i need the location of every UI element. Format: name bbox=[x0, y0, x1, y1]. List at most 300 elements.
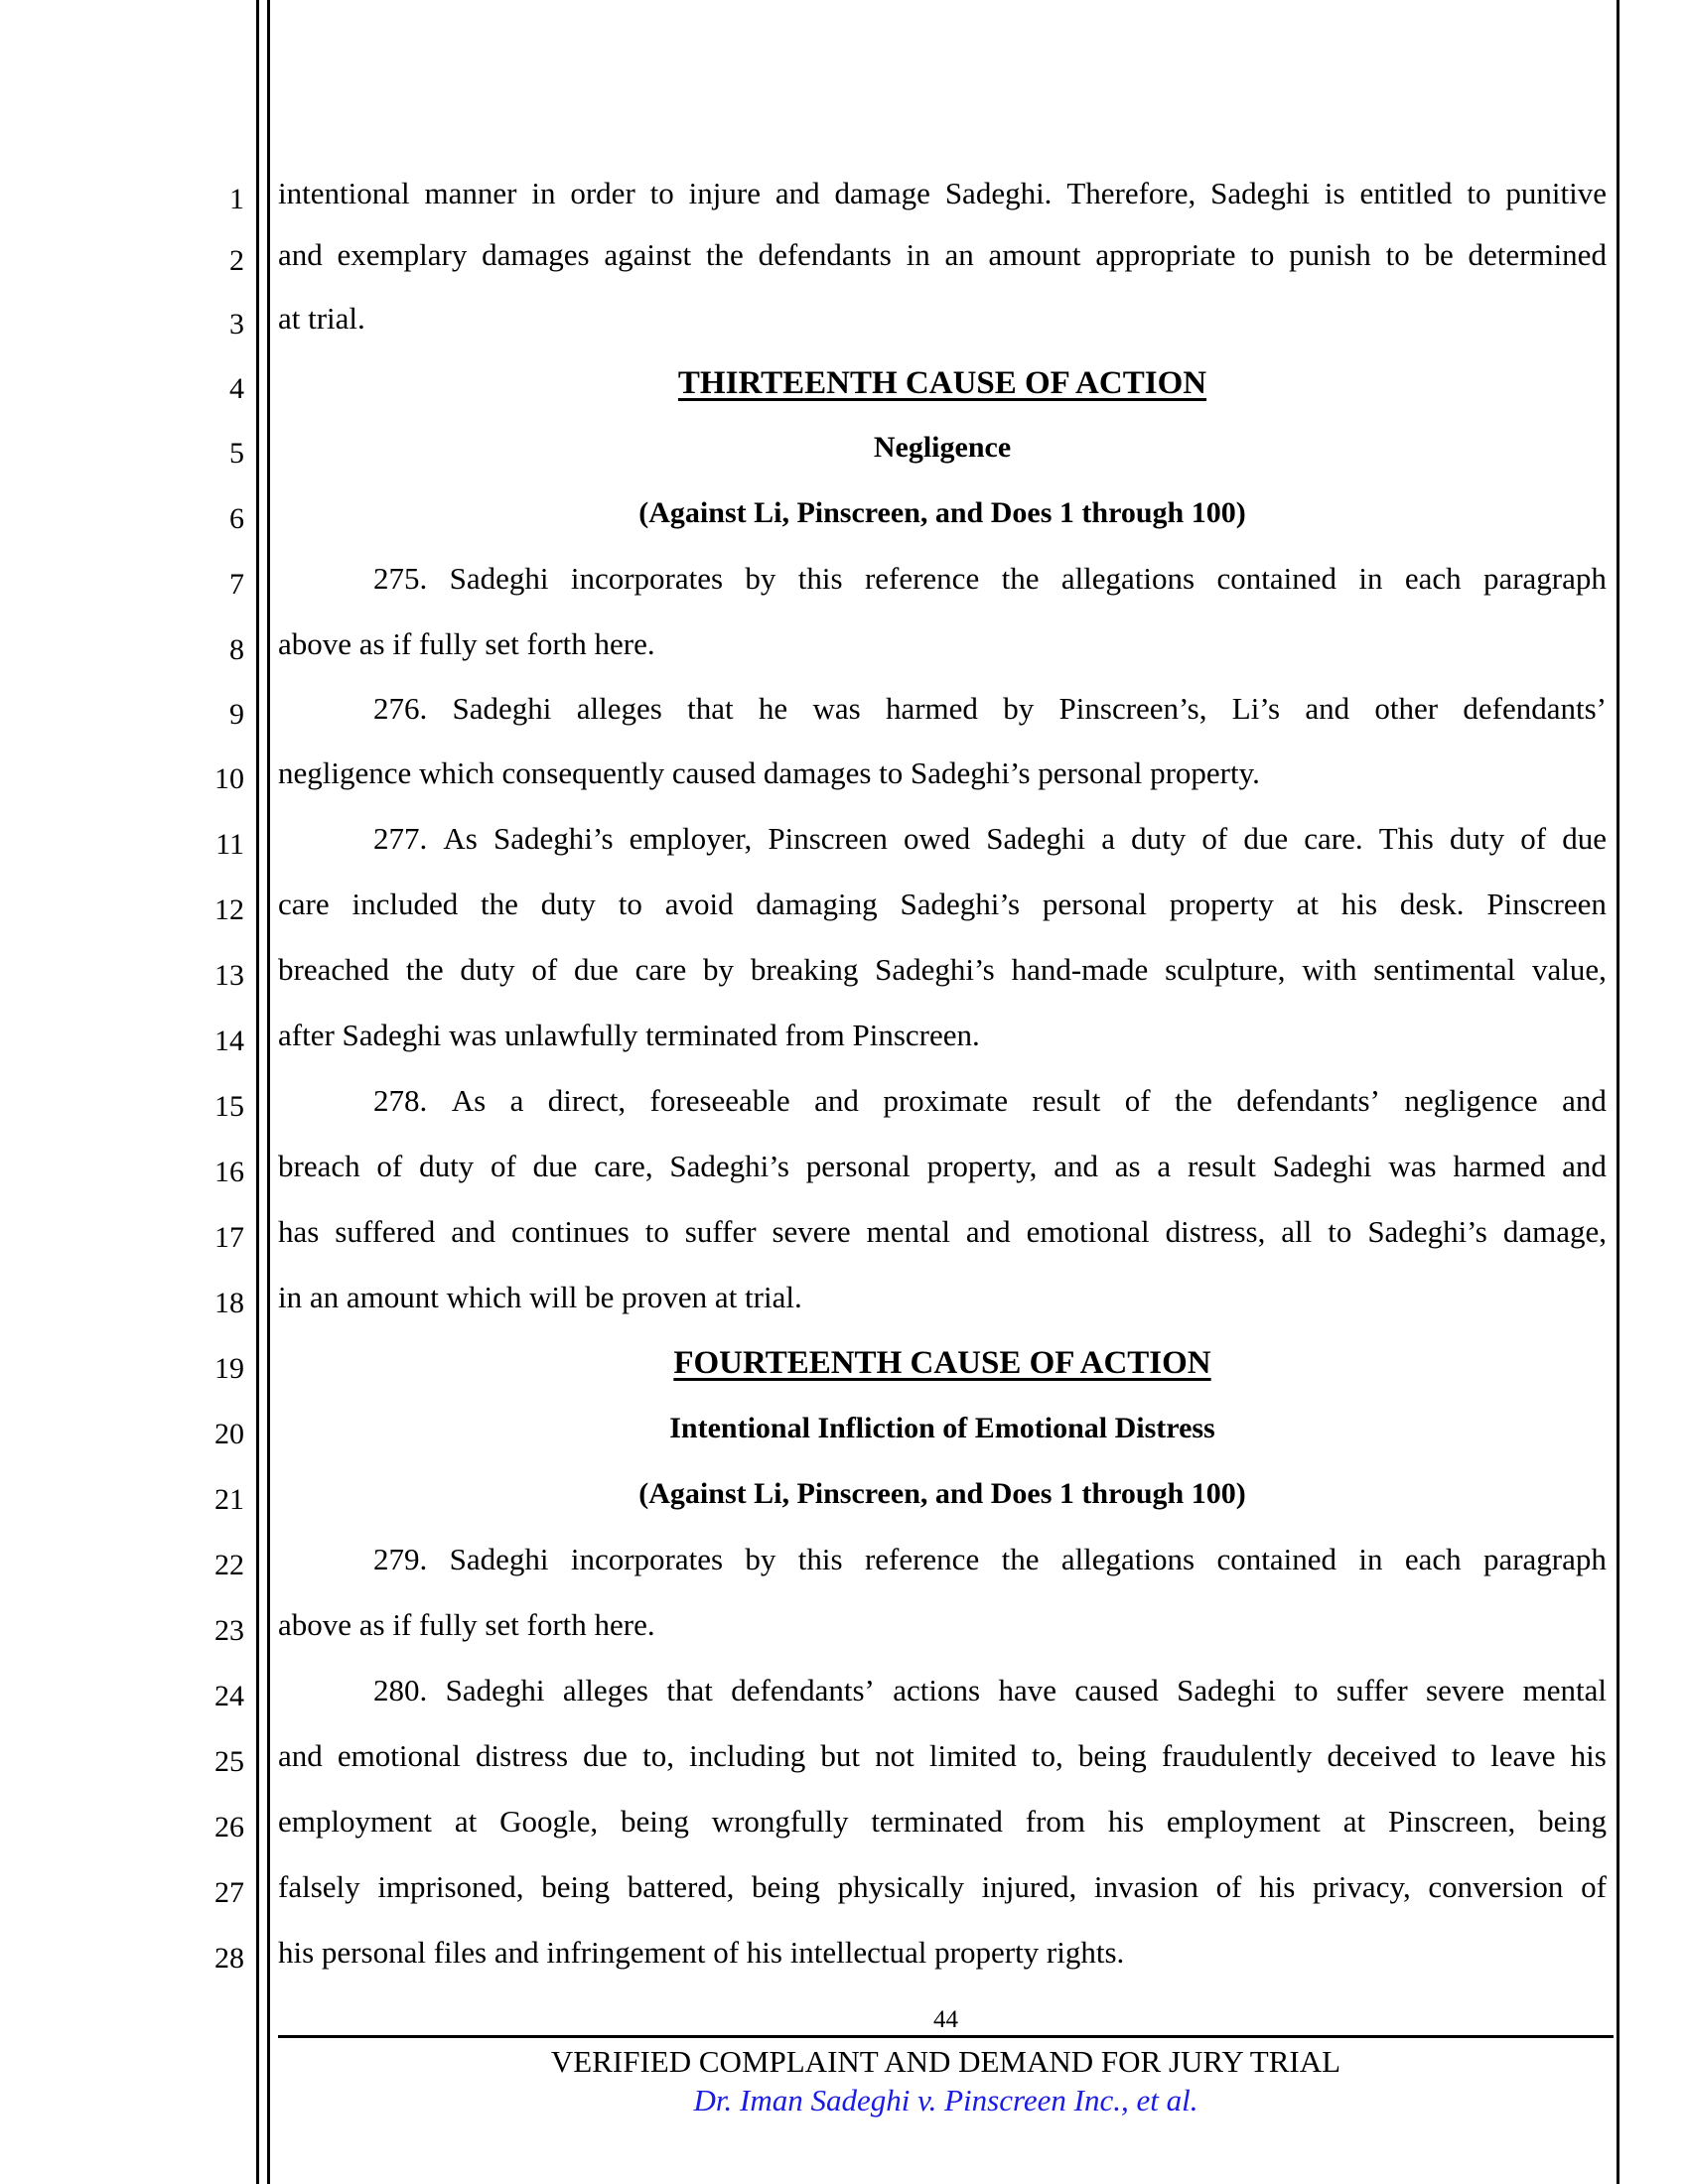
word: and bbox=[451, 1214, 495, 1249]
word: his bbox=[1107, 1804, 1145, 1839]
word: contained bbox=[1216, 561, 1336, 596]
word: severe bbox=[772, 1214, 851, 1249]
word: result bbox=[1187, 1149, 1256, 1183]
word: order bbox=[570, 176, 635, 210]
paragraph-277-line bbox=[278, 822, 1607, 856]
body-line-text bbox=[278, 953, 1607, 987]
word: foreseeable bbox=[649, 1083, 790, 1118]
word: Pinscreen bbox=[1486, 887, 1607, 921]
word: with bbox=[1302, 952, 1357, 987]
word: this bbox=[797, 1542, 843, 1576]
word: intentional bbox=[278, 176, 410, 210]
paragraph-280-line bbox=[278, 1870, 1607, 1904]
word: he bbox=[758, 691, 788, 726]
word: defendants’ bbox=[1463, 691, 1607, 726]
word: was bbox=[812, 691, 861, 726]
line-number: 22 bbox=[214, 1549, 244, 1581]
word: invasion bbox=[1093, 1869, 1198, 1904]
word: being bbox=[620, 1804, 689, 1839]
line-number: 1 bbox=[229, 183, 244, 215]
word: determined bbox=[1468, 237, 1607, 272]
word: Sadeghi bbox=[445, 1673, 545, 1707]
word: duty bbox=[540, 887, 596, 921]
heading-title: FOURTEENTH CAUSE OF ACTION bbox=[673, 1345, 1211, 1381]
word: against bbox=[604, 237, 692, 272]
body-line-text bbox=[278, 1215, 1607, 1249]
body-line-text bbox=[278, 692, 1607, 726]
word: this bbox=[797, 561, 843, 596]
word: has bbox=[278, 1214, 320, 1249]
heading-against: (Against Li, Pinscreen, and Does 1 through 100) bbox=[638, 496, 1246, 529]
word: owed bbox=[904, 821, 971, 856]
word: and bbox=[278, 237, 323, 272]
word: mental bbox=[1522, 1673, 1607, 1707]
word: and bbox=[1562, 1083, 1607, 1118]
word: terminated bbox=[871, 1804, 1003, 1839]
word: alleges bbox=[562, 1673, 648, 1707]
word: of bbox=[491, 1149, 516, 1183]
word: that bbox=[687, 691, 734, 726]
word: sentimental bbox=[1373, 952, 1516, 987]
word: to bbox=[618, 887, 642, 921]
heading-title: THIRTEENTH CAUSE OF ACTION bbox=[677, 365, 1207, 401]
body-line-text: negligence which consequently caused damages to Sadeghi’s personal property. bbox=[278, 755, 1260, 790]
paragraph-278-line bbox=[278, 1084, 1607, 1118]
word: be bbox=[1424, 237, 1454, 272]
word: negligence bbox=[1404, 1083, 1538, 1118]
word: breached bbox=[278, 952, 389, 987]
line-number: 15 bbox=[214, 1090, 244, 1123]
word: the bbox=[1175, 1083, 1212, 1118]
word: incorporates bbox=[570, 561, 724, 596]
word: in bbox=[1358, 1542, 1383, 1576]
word: severe bbox=[1426, 1673, 1505, 1707]
word: harmed bbox=[885, 691, 978, 726]
word: was bbox=[1388, 1149, 1437, 1183]
paragraph-278-line bbox=[278, 1215, 1607, 1249]
word: value, bbox=[1532, 952, 1607, 987]
word: at bbox=[1296, 887, 1320, 921]
word: personal bbox=[1042, 887, 1147, 921]
body-line-text bbox=[278, 1150, 1607, 1183]
word: incorporates bbox=[570, 1542, 724, 1576]
word: conversion bbox=[1428, 1869, 1564, 1904]
word: 277. bbox=[373, 821, 428, 856]
word: each bbox=[1404, 1542, 1462, 1576]
word: emotional bbox=[337, 1738, 461, 1773]
word: contained bbox=[1216, 1542, 1336, 1576]
body-line-text bbox=[278, 1870, 1607, 1904]
word: Sadeghi bbox=[449, 1542, 549, 1576]
line-number: 17 bbox=[214, 1221, 244, 1254]
line-number: 28 bbox=[214, 1942, 244, 1975]
word: and bbox=[965, 1214, 1011, 1249]
word: due bbox=[1562, 821, 1607, 856]
paragraph-278-line bbox=[278, 1281, 1607, 1314]
word: and bbox=[1305, 691, 1350, 726]
word: suffer bbox=[1336, 1673, 1408, 1707]
line-number-gutter bbox=[0, 183, 244, 1975]
word: the bbox=[705, 237, 744, 272]
word: employer, bbox=[629, 821, 753, 856]
paragraph-280-line bbox=[278, 1805, 1607, 1839]
word: defendants bbox=[758, 237, 892, 272]
word: at bbox=[454, 1804, 478, 1839]
body-line bbox=[278, 238, 1607, 272]
word: leave bbox=[1490, 1738, 1556, 1773]
paragraph-279-line bbox=[278, 1543, 1607, 1576]
word: and bbox=[278, 1738, 323, 1773]
body-line bbox=[278, 177, 1607, 210]
right-margin-rule bbox=[1617, 0, 1619, 2184]
word: avoid bbox=[664, 887, 734, 921]
body-line bbox=[278, 302, 1607, 336]
footer-case-name: Dr. Iman Sadeghi v. Pinscreen Inc., et al. bbox=[693, 2083, 1198, 2117]
word: in bbox=[906, 237, 930, 272]
word: damage, bbox=[1502, 1214, 1607, 1249]
word: each bbox=[1404, 561, 1462, 596]
word: Sadeghi’s bbox=[1367, 1214, 1487, 1249]
word: in bbox=[1358, 561, 1383, 596]
body-line-text bbox=[278, 1543, 1607, 1576]
page-footer bbox=[278, 2007, 1614, 2119]
body-line-text: above as if fully set forth here. bbox=[278, 1607, 655, 1642]
word: his bbox=[1570, 1738, 1607, 1773]
word: As bbox=[443, 821, 478, 856]
word: breach bbox=[278, 1149, 360, 1183]
line-number: 2 bbox=[229, 244, 244, 277]
paragraph-279-line bbox=[278, 1608, 1607, 1642]
body-line-text bbox=[278, 1084, 1607, 1118]
word: exemplary bbox=[337, 237, 468, 272]
word: deceived bbox=[1327, 1738, 1437, 1773]
word: emotional bbox=[1026, 1214, 1150, 1249]
line-number: 26 bbox=[214, 1811, 244, 1843]
word: appropriate bbox=[1095, 237, 1236, 272]
line-number: 8 bbox=[229, 633, 244, 666]
word: duty bbox=[1450, 821, 1505, 856]
body-line-text bbox=[278, 887, 1607, 921]
word: distress, bbox=[1165, 1214, 1266, 1249]
word: not bbox=[875, 1738, 914, 1773]
word: as bbox=[1114, 1149, 1141, 1183]
body-line-text bbox=[278, 1739, 1607, 1773]
line-number: 20 bbox=[214, 1418, 244, 1450]
word: his bbox=[1340, 887, 1378, 921]
word: desk. bbox=[1399, 887, 1465, 921]
word: other bbox=[1374, 691, 1439, 726]
body-line-text bbox=[278, 177, 1607, 210]
word: Sadeghi bbox=[1177, 1673, 1276, 1707]
word: imprisoned, bbox=[377, 1869, 524, 1904]
word: privacy, bbox=[1313, 1869, 1411, 1904]
paragraph-276-line bbox=[278, 756, 1607, 790]
word: harmed bbox=[1453, 1149, 1546, 1183]
word: the bbox=[1001, 561, 1040, 596]
word: paragraph bbox=[1482, 561, 1607, 596]
line-number: 19 bbox=[214, 1352, 244, 1385]
left-margin-rule-outer bbox=[256, 0, 259, 2184]
word: Li’s bbox=[1231, 691, 1281, 726]
word: Sadeghi’s bbox=[900, 887, 1021, 921]
word: allegations bbox=[1060, 1542, 1196, 1576]
word: direct, bbox=[547, 1083, 627, 1118]
word: Sadeghi. bbox=[944, 176, 1053, 210]
word: due bbox=[583, 1738, 628, 1773]
paragraph-275-line bbox=[278, 627, 1607, 661]
word: to bbox=[644, 1214, 669, 1249]
word: fraudulently bbox=[1161, 1738, 1313, 1773]
heading-subtitle: Intentional Infliction of Emotional Distress bbox=[669, 1412, 1215, 1444]
word: falsely bbox=[278, 1869, 360, 1904]
word: As bbox=[451, 1083, 487, 1118]
word: Sadeghi bbox=[1210, 176, 1311, 210]
word: Google, bbox=[499, 1804, 599, 1839]
paragraph-277-line bbox=[278, 953, 1607, 987]
word: property bbox=[1169, 887, 1274, 921]
word: of bbox=[376, 1149, 403, 1183]
word: to bbox=[1385, 237, 1410, 272]
word: Sadeghi bbox=[986, 821, 1086, 856]
word: reference bbox=[864, 561, 980, 596]
word: of bbox=[531, 952, 558, 987]
word: to bbox=[1451, 1738, 1476, 1773]
body-line-text: his personal files and infringement of his intellectual property rights. bbox=[278, 1935, 1125, 1970]
word: an bbox=[944, 237, 974, 272]
word: to, bbox=[642, 1738, 674, 1773]
line-number: 14 bbox=[214, 1024, 244, 1057]
word: wrongfully bbox=[711, 1804, 849, 1839]
word: to bbox=[1328, 1214, 1352, 1249]
word: due bbox=[532, 1149, 578, 1183]
line-number: 25 bbox=[214, 1745, 244, 1778]
word: care bbox=[278, 887, 330, 921]
word: a bbox=[1157, 1149, 1172, 1183]
word: to bbox=[1467, 176, 1491, 210]
word: continues bbox=[510, 1214, 630, 1249]
word: Therefore, bbox=[1066, 176, 1196, 210]
word: Sadeghi bbox=[449, 561, 549, 596]
word: Sadeghi bbox=[1272, 1149, 1372, 1183]
word: defendants’ bbox=[1236, 1083, 1380, 1118]
word: alleges bbox=[576, 691, 662, 726]
body-line-text bbox=[278, 822, 1607, 856]
body-line-text bbox=[278, 562, 1607, 596]
word: punitive bbox=[1505, 176, 1607, 210]
cause-against-thirteenth bbox=[278, 496, 1607, 530]
line-number: 18 bbox=[214, 1287, 244, 1319]
word: duty bbox=[1131, 821, 1187, 856]
word: that bbox=[666, 1673, 713, 1707]
paragraph-277-line bbox=[278, 1019, 1607, 1052]
word: allegations bbox=[1060, 561, 1196, 596]
word: damaging bbox=[756, 887, 878, 921]
word: the bbox=[1001, 1542, 1040, 1576]
word: injure bbox=[688, 176, 761, 210]
word: to, bbox=[1031, 1738, 1063, 1773]
cause-heading-thirteenth bbox=[278, 366, 1607, 400]
word: by bbox=[703, 952, 735, 987]
word: property, bbox=[926, 1149, 1038, 1183]
line-number: 6 bbox=[229, 502, 244, 535]
word: actions bbox=[893, 1673, 981, 1707]
word: of bbox=[1124, 1083, 1151, 1118]
word: reference bbox=[864, 1542, 980, 1576]
word: being bbox=[752, 1869, 820, 1904]
word: suffer bbox=[684, 1214, 757, 1249]
word: due bbox=[574, 952, 619, 987]
body-line-text: above as if fully set forth here. bbox=[278, 626, 655, 661]
word: 275. bbox=[373, 561, 428, 596]
page-number: 44 bbox=[933, 2006, 958, 2033]
line-number: 13 bbox=[214, 959, 244, 992]
word: battered, bbox=[627, 1869, 735, 1904]
line-number: 9 bbox=[229, 698, 244, 731]
heading-against: (Against Li, Pinscreen, and Does 1 through 100) bbox=[638, 1477, 1246, 1510]
cause-against-fourteenth bbox=[278, 1477, 1607, 1511]
paragraph-277-line bbox=[278, 887, 1607, 921]
word: 276. bbox=[373, 691, 428, 726]
word: his bbox=[1259, 1869, 1296, 1904]
cause-heading-fourteenth bbox=[278, 1346, 1607, 1380]
word: by bbox=[745, 1542, 776, 1576]
word: of bbox=[1215, 1869, 1242, 1904]
word: to bbox=[1294, 1673, 1319, 1707]
word: care bbox=[634, 952, 687, 987]
word: injured, bbox=[981, 1869, 1077, 1904]
word: caused bbox=[1074, 1673, 1159, 1707]
cause-subtitle-fourteenth bbox=[278, 1412, 1607, 1445]
word: by bbox=[1003, 691, 1035, 726]
word: and bbox=[774, 176, 820, 210]
word: employment bbox=[1166, 1804, 1321, 1839]
word: result bbox=[1032, 1083, 1101, 1118]
word: due bbox=[1243, 821, 1289, 856]
word: a bbox=[509, 1083, 524, 1118]
cause-subtitle-thirteenth bbox=[278, 431, 1607, 465]
word: physically bbox=[837, 1869, 964, 1904]
footer-title: VERIFIED COMPLAINT AND DEMAND FOR JURY TRIAL bbox=[550, 2044, 1341, 2079]
line-number: 21 bbox=[214, 1483, 244, 1516]
word: hand-made bbox=[1011, 952, 1149, 987]
line-number: 23 bbox=[214, 1614, 244, 1647]
word: mental bbox=[866, 1214, 950, 1249]
word: distress bbox=[476, 1738, 569, 1773]
word: Pinscreen’s, bbox=[1058, 691, 1207, 726]
word: the bbox=[405, 952, 444, 987]
line-number: 11 bbox=[215, 828, 244, 861]
word: 278. bbox=[373, 1083, 428, 1118]
word: including bbox=[689, 1738, 806, 1773]
word: employment bbox=[278, 1804, 432, 1839]
body-line-text: after Sadeghi was unlawfully terminated from Pinscreen. bbox=[278, 1018, 980, 1052]
word: duty bbox=[460, 952, 515, 987]
word: care, bbox=[594, 1149, 653, 1183]
word: manner bbox=[424, 176, 517, 210]
body-line-text bbox=[278, 238, 1607, 272]
word: amount bbox=[988, 237, 1081, 272]
word: duty bbox=[419, 1149, 475, 1183]
line-number: 3 bbox=[229, 308, 244, 341]
word: breaking bbox=[750, 952, 859, 987]
word: Sadeghi bbox=[452, 691, 552, 726]
word: care. bbox=[1304, 821, 1363, 856]
word: to bbox=[649, 176, 674, 210]
paragraph-276-line bbox=[278, 692, 1607, 726]
line-number: 5 bbox=[229, 437, 244, 470]
line-number: 10 bbox=[214, 762, 244, 795]
line-number: 12 bbox=[214, 893, 244, 926]
body-line-text bbox=[278, 1805, 1607, 1839]
word: by bbox=[745, 561, 776, 596]
word: 280. bbox=[373, 1673, 428, 1707]
word: and bbox=[814, 1083, 859, 1118]
word: 279. bbox=[373, 1542, 428, 1576]
word: a bbox=[1101, 821, 1116, 856]
word: but bbox=[820, 1738, 860, 1773]
word: of bbox=[1520, 821, 1547, 856]
paragraph-275-line bbox=[278, 562, 1607, 596]
heading-subtitle: Negligence bbox=[873, 431, 1012, 464]
word: Sadeghi’s bbox=[875, 952, 995, 987]
body-line-text: in an amount which will be proven at trial. bbox=[278, 1280, 802, 1314]
word: and bbox=[1054, 1149, 1098, 1183]
line-number: 24 bbox=[214, 1680, 244, 1712]
word: punish bbox=[1289, 237, 1371, 272]
line-number: 7 bbox=[229, 568, 244, 601]
word: damage bbox=[834, 176, 930, 210]
word: Sadeghi’s bbox=[492, 821, 614, 856]
word: to bbox=[1250, 237, 1275, 272]
line-number: 16 bbox=[214, 1156, 244, 1188]
word: proximate bbox=[883, 1083, 1008, 1118]
word: limited bbox=[928, 1738, 1017, 1773]
paragraph-278-line bbox=[278, 1150, 1607, 1183]
word: being bbox=[1077, 1738, 1147, 1773]
body-line-text: at trial. bbox=[278, 301, 365, 336]
word: Pinscreen bbox=[768, 821, 888, 856]
word: being bbox=[1538, 1804, 1607, 1839]
word: and bbox=[1562, 1149, 1607, 1183]
word: Sadeghi’s bbox=[669, 1149, 789, 1183]
word: Pinscreen, bbox=[1387, 1804, 1516, 1839]
paragraph-280-line bbox=[278, 1674, 1607, 1707]
word: all bbox=[1281, 1214, 1313, 1249]
word: have bbox=[998, 1673, 1056, 1707]
paragraph-280-line bbox=[278, 1739, 1607, 1773]
word: of bbox=[1201, 821, 1228, 856]
word: defendants’ bbox=[731, 1673, 875, 1707]
word: the bbox=[481, 887, 518, 921]
word: entitled bbox=[1359, 176, 1453, 210]
body-line-text bbox=[278, 1674, 1607, 1707]
word: being bbox=[541, 1869, 611, 1904]
left-margin-rule-inner bbox=[267, 0, 270, 2184]
word: included bbox=[352, 887, 459, 921]
word: personal bbox=[805, 1149, 911, 1183]
word: of bbox=[1581, 1869, 1607, 1904]
word: is bbox=[1324, 176, 1345, 210]
word: paragraph bbox=[1482, 1542, 1607, 1576]
line-number: 4 bbox=[229, 372, 244, 405]
word: at bbox=[1342, 1804, 1366, 1839]
word: suffered bbox=[335, 1214, 436, 1249]
word: sculpture, bbox=[1165, 952, 1286, 987]
line-number: 27 bbox=[214, 1876, 244, 1909]
word: This bbox=[1378, 821, 1434, 856]
paragraph-280-line bbox=[278, 1936, 1607, 1970]
word: in bbox=[531, 176, 556, 210]
